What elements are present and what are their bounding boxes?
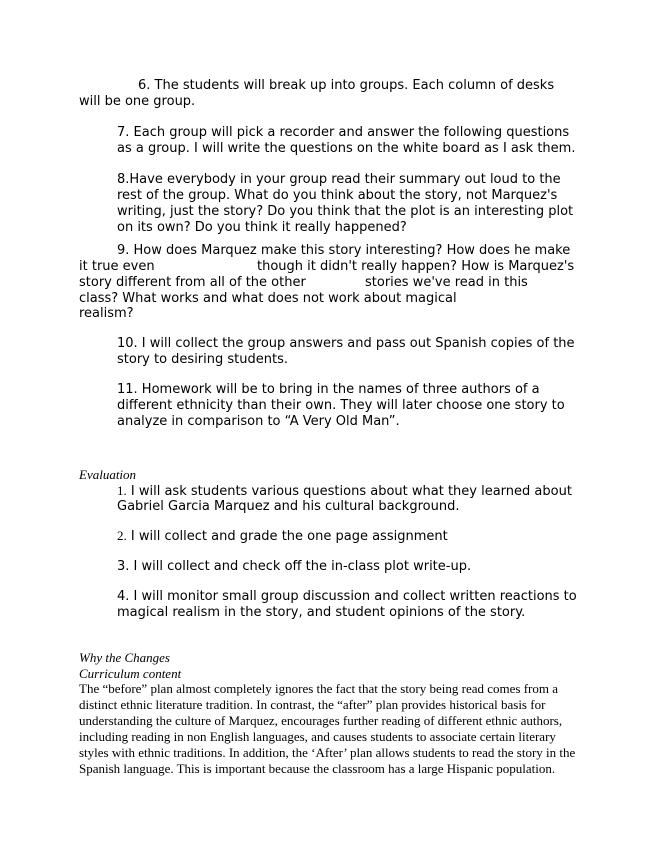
step-10-line-2: story to desiring students.: [117, 352, 288, 367]
step-8-line-1: 8.Have everybody in your group read their summary out loud to the: [117, 172, 561, 187]
why-paragraph-line-4: including reading in non English languages, and causes students to associate certain literary: [79, 729, 556, 744]
step-6-line-1: 6. The students will break up into groups. Each column of desks: [138, 78, 555, 93]
step-8-line-3: writing, just the story? Do you think that the plot is an interesting plot: [117, 204, 574, 219]
step-9-line-1: 9. How does Marquez make this story interesting? How does he make: [117, 243, 571, 258]
why-paragraph-line-2: distinct ethnic literature tradition. In contrast, the “after” plan provides historical basis for: [79, 697, 546, 712]
evaluation-item-3: 3. I will collect and check off the in-class plot write-up.: [117, 559, 472, 574]
step-11-line-3: analyze in comparison to “A Very Old Man”.: [117, 414, 400, 429]
step-9-line-4: class? What works and what does not work about magical: [79, 291, 457, 306]
step-7-line-2: as a group. I will write the questions on the white board as I ask them.: [117, 141, 576, 156]
evaluation-item-1-text: I will ask students various questions about what they learned about: [130, 484, 572, 499]
evaluation-item-1-number: 1.: [117, 483, 127, 498]
why-paragraph-line-3: understanding the culture of Marquez, encourages further reading of different ethnic authors,: [79, 713, 563, 728]
step-7-line-1: 7. Each group will pick a recorder and answer the following questions: [117, 125, 570, 140]
why-heading: Why the Changes: [79, 650, 170, 665]
evaluation-item-2-text: I will collect and grade the one page assignment: [130, 529, 448, 544]
step-9-line-2a: it true even: [79, 259, 155, 274]
step-8-line-4: on its own? Do you think it really happened?: [117, 220, 407, 235]
step-11-line-1: 11. Homework will be to bring in the names of three authors of a: [117, 382, 540, 397]
step-11-line-2: different ethnicity than their own. They will later choose one story to: [117, 398, 565, 413]
step-9-line-2b: though it didn't really happen? How is Marquez's: [257, 259, 575, 274]
step-6-line-2: will be one group.: [79, 94, 196, 109]
evaluation-item-4-line-2: magical realism in the story, and student opinions of the story.: [117, 605, 526, 620]
step-9-line-3a: story different from all of the other: [79, 275, 306, 290]
evaluation-item-2: [117, 528, 448, 545]
why-paragraph-line-1: The “before” plan almost completely ignores the fact that the story being read comes from a: [79, 681, 559, 696]
step-9-line-5: realism?: [79, 306, 134, 321]
step-10-line-1: 10. I will collect the group answers and pass out Spanish copies of the: [117, 336, 575, 351]
evaluation-item-2-number: 2.: [117, 528, 127, 543]
evaluation-heading: Evaluation: [79, 467, 137, 482]
evaluation-item-1-line-1: [117, 483, 572, 500]
why-paragraph-line-6: Spanish language. This is important because the classroom has a large Hispanic population.: [79, 761, 556, 776]
why-subheading: Curriculum content: [79, 666, 182, 681]
why-paragraph-line-5: styles with ethnic traditions. In addition, the ‘After’ plan allows students to read the story in the: [79, 745, 576, 760]
evaluation-item-1-line-2: Gabriel Garcia Marquez and his cultural background.: [117, 499, 460, 514]
step-9-line-3b: stories we've read in this: [365, 275, 528, 290]
step-8-line-2: rest of the group. What do you think about the story, not Marquez's: [117, 188, 558, 203]
evaluation-item-4-line-1: 4. I will monitor small group discussion and collect written reactions to: [117, 589, 577, 604]
